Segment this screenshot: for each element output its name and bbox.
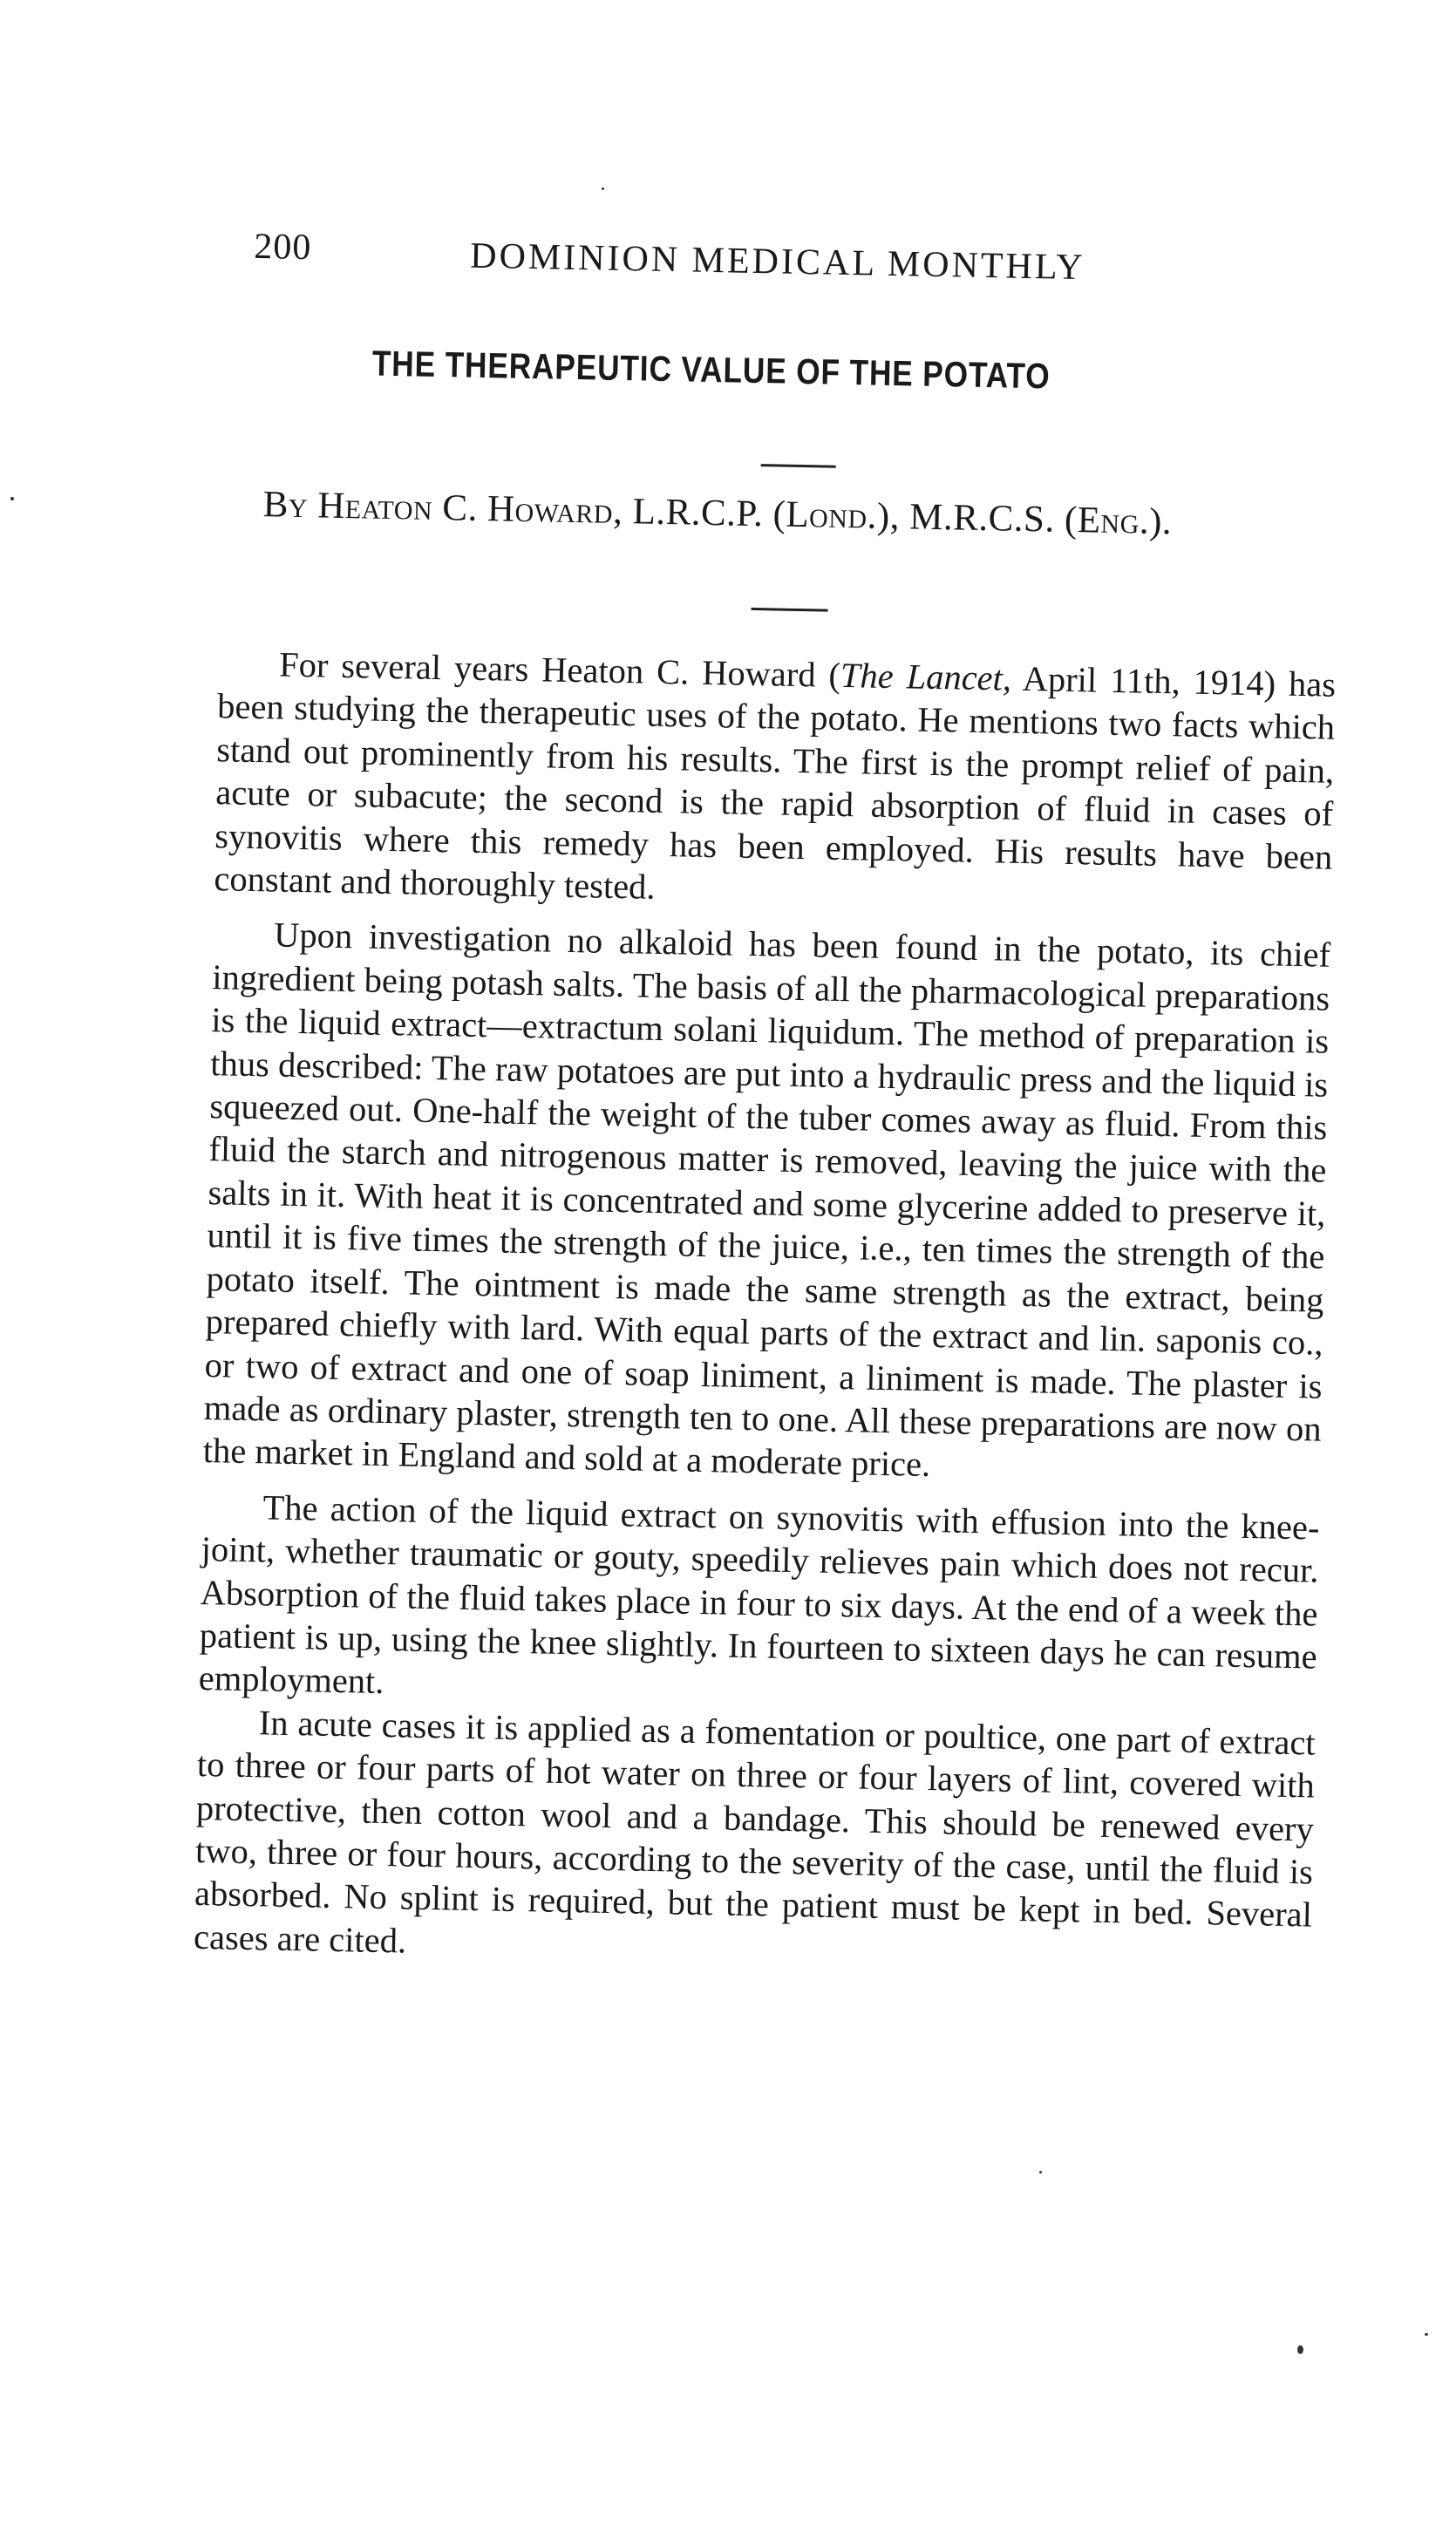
scan-speck (602, 187, 604, 190)
scan-speck (10, 497, 14, 500)
page-number: 200 (253, 226, 312, 269)
paragraph-1-before: For several years Heaton C. Howard ( (278, 644, 841, 695)
byline-credentials-3: ). (1148, 500, 1173, 543)
byline-eng: Eng. (1077, 500, 1150, 542)
byline-prefix: By (262, 484, 309, 527)
running-head (254, 226, 1144, 304)
paragraph-2: Upon investigation no alkaloid has been found in the potato, its chief ingredient being potash salts. The basis of all the pharmacological preparations is the liquid extract—extractum solani liquidum. The method of preparation is thus described: The raw potatoes are put into a hydraulic press and the liquid is squeezed out. One-half the weight of the tuber comes away as fluid. From this fluid the starch and nitrogenous matter is removed, leaving the juice with the salts in it. With heat it is concentrated and some glycerine added to preserve it, until it is five times the strength of the juice, i.e., ten times the strength of the potato itself. The ointment is made the same strength as the extract, being prepared chiefly with lard. With equal parts of the extract and lin. saponis co., or two of extract and one of soap liniment, a liniment is made. The plaster is made as ordinary plaster, strength ten to one. All these preparations are now on the market in England and sold at a moderate price. (202, 915, 1331, 1485)
title-divider (761, 464, 836, 468)
byline-author: Heaton C. Howard (316, 485, 614, 532)
scan-speck (1425, 2333, 1428, 2336)
citation-journal: The Lancet, (840, 655, 1012, 698)
paragraph-1-after: April 11th, 1914) has been studying the therapeutic uses of the potato. He mentions two facts which stand out prominently from his results. The first is the prompt relief of pain, acute or subacute; the second is the rapid absorption of fluid in cases of synovitis where this remedy has been employed. His results have been constant and thoroughly tested. (214, 658, 1337, 907)
scan-speck (1297, 2345, 1303, 2354)
byline (262, 483, 1172, 543)
scan-speck (1039, 2171, 1042, 2174)
paragraph-4: In acute cases it is applied as a fomentation or poultice, one part of extract to three or four parts of hot water on three or four layers of lint, covered with protective, then cotton wool and a bandage. This should be renewed every two, three or four hours, according to the severity of the case, until the fluid is absorbed. No splint is required, but the patient must be kept in bed. Several cases are cited. (193, 1703, 1317, 1961)
article-title: THE THERAPEUTIC VALUE OF THE POTATO (371, 343, 1051, 397)
paragraph-1 (214, 642, 1336, 922)
article-body (193, 642, 1336, 1992)
byline-divider (752, 608, 828, 612)
byline-credentials-2: ), M.R.C.S. ( (876, 495, 1078, 541)
paragraph-3: The action of the liquid extract on synovitis with effusion into the knee-joint, whether traumatic or gouty, speedily relieves pain which does not recur. Absorption of the fluid takes place in four to six days. At the end of a week the patient is up, using the knee slightly. In fourteen to sixteen days he can resume employment. (198, 1487, 1320, 1702)
byline-lond: Lond. (785, 493, 878, 537)
byline-credentials-1: , L.R.C.P. ( (612, 490, 786, 535)
journal-title: DOMINION MEDICAL MONTHLY (469, 235, 1086, 289)
